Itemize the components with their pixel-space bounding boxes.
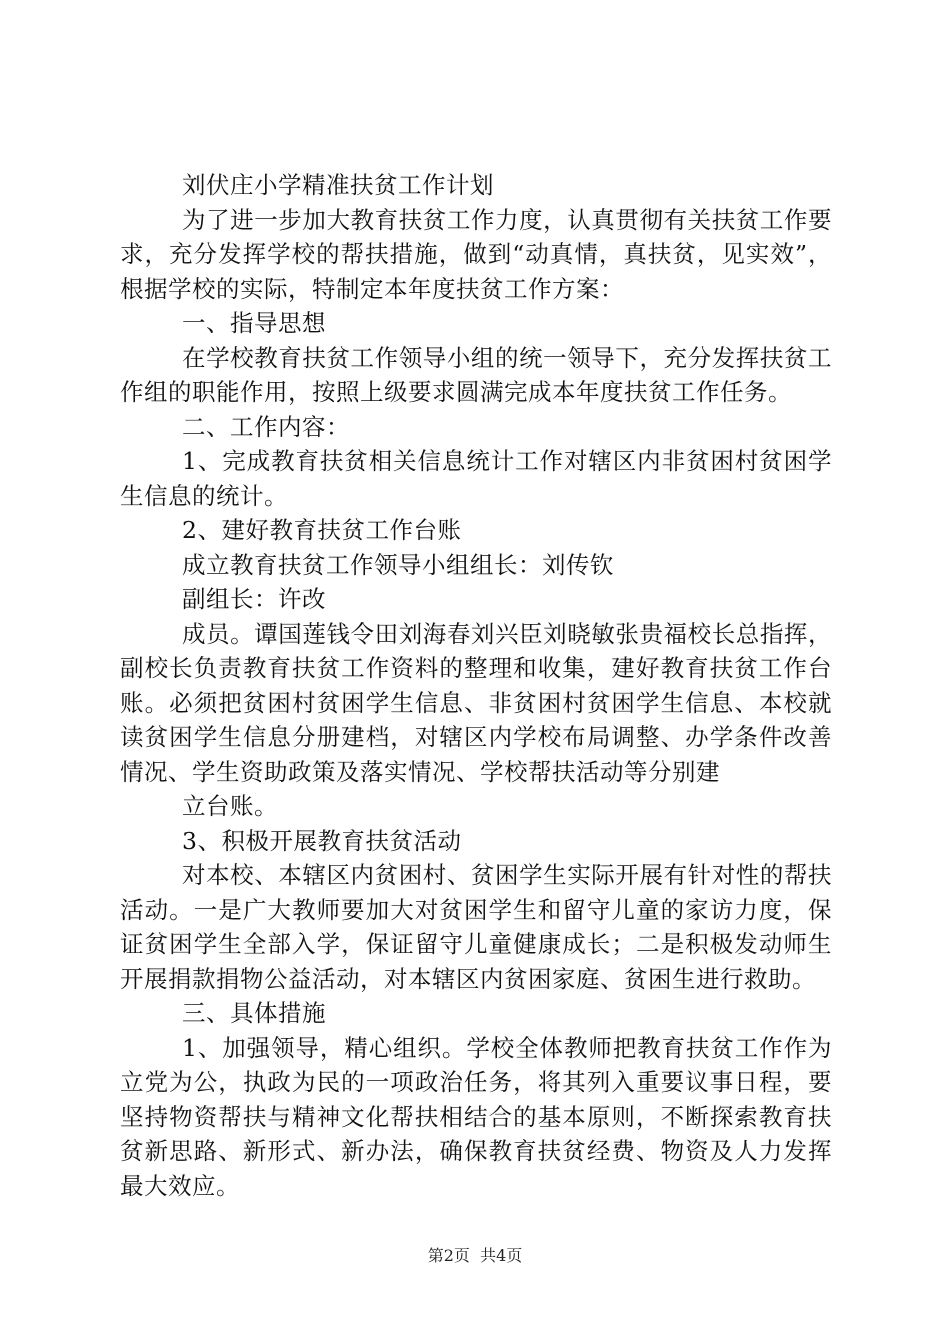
work-item-3: 3、积极开展教育扶贫活动 <box>182 826 462 855</box>
document-title: 刘伏庄小学精准扶贫工作计划 <box>182 171 494 199</box>
work-item-2: 2、建好教育扶贫工作台账 <box>182 516 462 544</box>
section-heading-guiding-idea: 一、指导思想 <box>182 309 326 337</box>
page-footer <box>0 1246 950 1266</box>
section-heading-work-content: 二、工作内容： <box>182 412 350 441</box>
activities-paragraph: 对本校、本辖区内贫困村、贫困学生实际开展有针对性的帮扶活动。一是广大教师要加大对贫困学生和留守儿童的家访力度，保证贫困学生全部入学，保证留守儿童健康成长；二是积极发动师生开展捐款捐物公益活动，对本辖区内贫困家庭、贫困生进行救助。 <box>120 861 832 993</box>
document-body <box>120 168 832 1203</box>
page-number: 第2页 共4页 <box>427 1246 523 1265</box>
section-heading-measures: 三、具体措施 <box>182 999 326 1027</box>
ledger-line: 立台账。 <box>182 792 278 820</box>
measure-item-1: 1、加强领导，精心组织。学校全体教师把教育扶贫工作作为立党为公，执政为民的一项政治任务，将其列入重要议事日程，要坚持物资帮扶与精神文化帮扶相结合的基本原则，不断探索教育扶贫新思路、新形式、新办法，确保教育扶贫经费、物资及人力发挥最大效应。 <box>120 1033 832 1200</box>
members-paragraph: 成员。谭国莲钱令田刘海春刘兴臣刘晓敏张贵福校长总指挥，副校长负责教育扶贫工作资料的整理和收集，建好教育扶贫工作台账。必须把贫困村贫困学生信息、非贫困村贫困学生信息、本校就读贫困学生信息分册建档，对辖区内学校布局调整、办学条件改善情况、学生资助政策及落实情况、学校帮扶活动等分别建 <box>120 619 832 786</box>
deputy-leader-line: 副组长：许改 <box>182 585 326 613</box>
leader-line: 成立教育扶贫工作领导小组组长：刘传钦 <box>182 550 614 579</box>
guiding-idea-paragraph: 在学校教育扶贫工作领导小组的统一领导下，充分发挥扶贫工作组的职能作用，按照上级要求圆满完成本年度扶贫工作任务。 <box>120 343 832 406</box>
intro-paragraph: 为了进一步加大教育扶贫工作力度，认真贯彻有关扶贫工作要求，充分发挥学校的帮扶措施，做到“动真情，真扶贫，见实效”，根据学校的实际，特制定本年度扶贫工作方案： <box>120 205 832 303</box>
work-item-1: 1、完成教育扶贫相关信息统计工作对辖区内非贫困村贫困学生信息的统计。 <box>120 447 832 510</box>
